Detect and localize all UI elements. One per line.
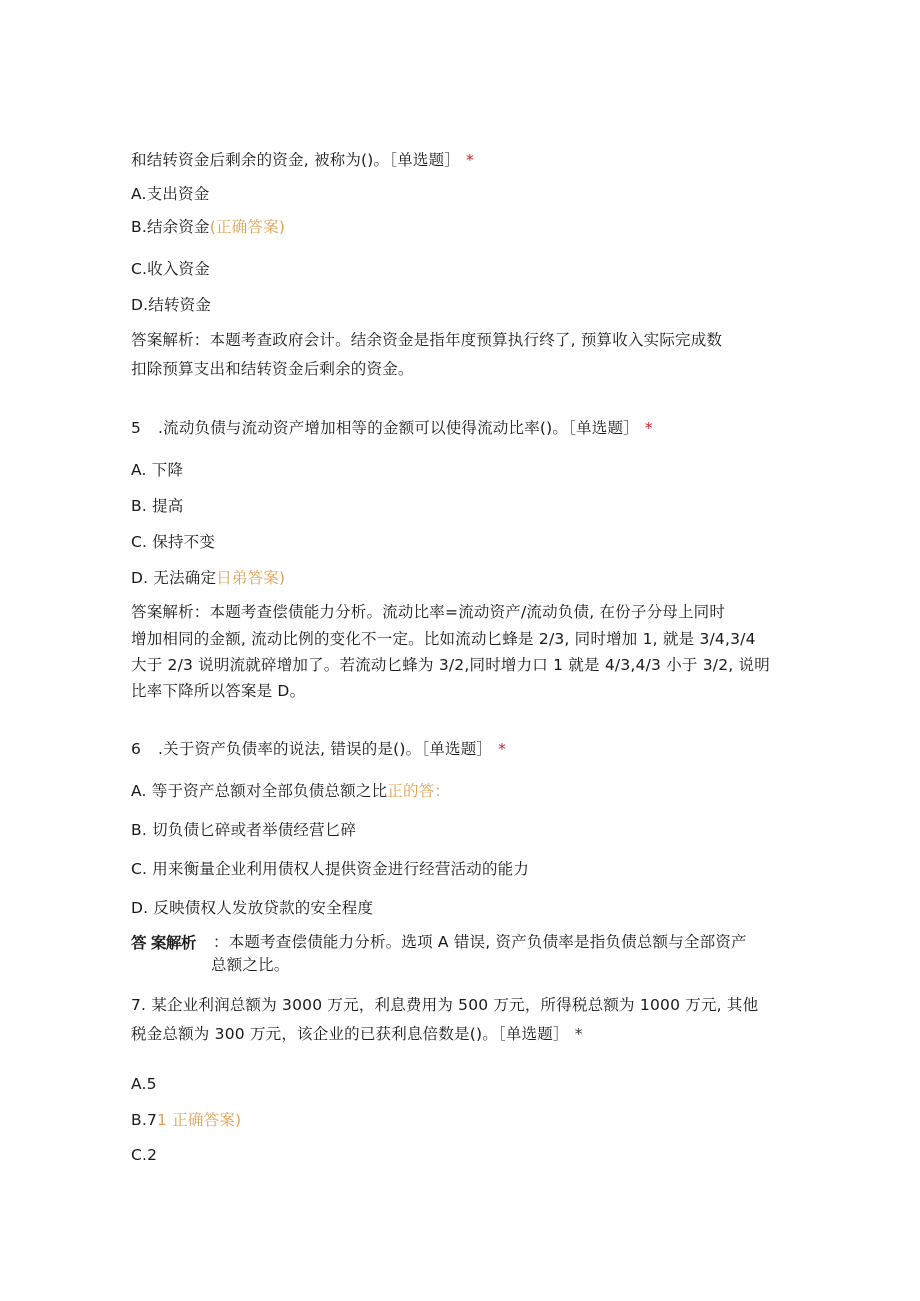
q4-stem-text: 和结转资金后剩余的资金, 被称为()。［单选题］ <box>131 151 460 169</box>
q6-option-a[interactable] <box>131 780 450 802</box>
q6-option-c-text: C. 用来衡量企业利用债权人提供资金进行经营活动的能力 <box>131 860 530 878</box>
q6-option-d-text: D. 反映债权人发放贷款的安全程度 <box>131 899 374 917</box>
q7-required-star: * <box>574 1025 583 1043</box>
q7-option-c-text: C.2 <box>131 1146 158 1164</box>
q5-option-c[interactable] <box>131 531 215 553</box>
q7-option-a[interactable] <box>131 1073 157 1095</box>
q6-option-c[interactable] <box>131 858 529 880</box>
q7-option-b[interactable] <box>131 1109 241 1131</box>
q4-option-c-text: C.收入资金 <box>131 260 210 278</box>
q6-stem-text: .关于资产负债率的说法, 错误的是()。［单选题］ <box>158 740 493 758</box>
q4-correct-answer-tag: (正确答案) <box>209 218 286 236</box>
q6-option-d[interactable] <box>131 897 373 919</box>
q5-option-d-text: D. 无法确定 <box>131 569 217 587</box>
q5-explanation-line-3: 大于 2/3 说明流就碎增加了。若流动匕蜂为 3/2,同时增力口 1 就是 4/3,4/3 小于 3/2, 说明 <box>131 656 770 674</box>
q7-stem-line-2-text: 税金总额为 300 万元，该企业的已获利息倍数是()。［单选题］ <box>131 1025 569 1043</box>
q4-explanation-line-2: 扣除预算支出和结转资金后剩余的资金。 <box>131 360 414 378</box>
q5-option-b-text: B. 提高 <box>131 497 184 515</box>
q5-correct-answer-tag: 日弟答案) <box>216 569 286 587</box>
q5-explanation-line-4: 比率下降所以答案是 D。 <box>131 682 306 700</box>
q4-option-a-text: A.支出资金 <box>131 185 210 203</box>
q6-option-b[interactable] <box>131 819 356 841</box>
q5-number: 5 <box>131 419 142 437</box>
q6-stem <box>131 738 506 760</box>
q5-option-b[interactable] <box>131 495 184 517</box>
q6-correct-answer-tag: 正的答： <box>387 782 451 800</box>
q5-option-c-text: C. 保持不变 <box>131 533 216 551</box>
q4-option-b[interactable] <box>131 216 285 238</box>
q6-required-star: * <box>498 740 507 758</box>
q5-option-d[interactable] <box>131 567 285 589</box>
q5-required-star: * <box>644 419 653 437</box>
q5-explanation-line-2: 增加相同的金额, 流动比例的变化不一定。比如流动匕蜂是 2/3, 同时增加 1, 就是 3/4,3/4 <box>131 630 756 648</box>
q5-stem-text: .流动负债与流动资产增加相等的金额可以使得流动比率()。［单选题］ <box>158 419 639 437</box>
q5-stem <box>131 417 653 439</box>
q7-correct-answer-tag: 1 正确答案) <box>157 1111 242 1129</box>
q7-option-a-text: A.5 <box>131 1075 157 1093</box>
q7-stem-line-1: 7. 某企业利润总额为 3000 万元，利息费用为 500 万元，所得税总额为 1000 万元, 其他 <box>131 996 759 1014</box>
q5-option-a-text: A. 下降 <box>131 461 184 479</box>
q5-option-a[interactable] <box>131 459 183 481</box>
q4-option-a[interactable] <box>131 183 209 205</box>
q4-option-b-text: B.结余资金 <box>131 218 210 236</box>
q7-option-c[interactable] <box>131 1144 157 1166</box>
q5-explanation-line-1: 答案解析：本题考查偿债能力分析。流动比率=流动资产/流动负债, 在份子分母上同时 <box>131 603 726 621</box>
q6-explanation-label: 答 案解析 <box>131 934 196 952</box>
q6-explanation-line-2: 总额之比。 <box>211 956 290 974</box>
q6-option-a-text: A. 等于资产总额对全部负债总额之比 <box>131 782 388 800</box>
q4-required-star: * <box>466 151 474 169</box>
q7-option-b-text: B.7 <box>131 1111 158 1129</box>
q4-explanation-line-1: 答案解析：本题考查政府会计。结余资金是指年度预算执行终了, 预算收入实际完成数 <box>131 331 723 349</box>
q4-stem <box>131 149 474 171</box>
q6-explanation-line-1: ：本题考查偿债能力分析。选项 A 错误, 资产负债率是指负债总额与全部资产 <box>213 933 747 951</box>
q6-option-b-text: B. 切负债匕碎或者举债经营匕碎 <box>131 821 357 839</box>
q4-option-c[interactable] <box>131 258 210 280</box>
q4-option-d-text: D.结转资金 <box>131 296 212 314</box>
q7-stem-line-2 <box>131 1023 583 1045</box>
q6-number: 6 <box>131 740 142 758</box>
q4-option-d[interactable] <box>131 294 211 316</box>
